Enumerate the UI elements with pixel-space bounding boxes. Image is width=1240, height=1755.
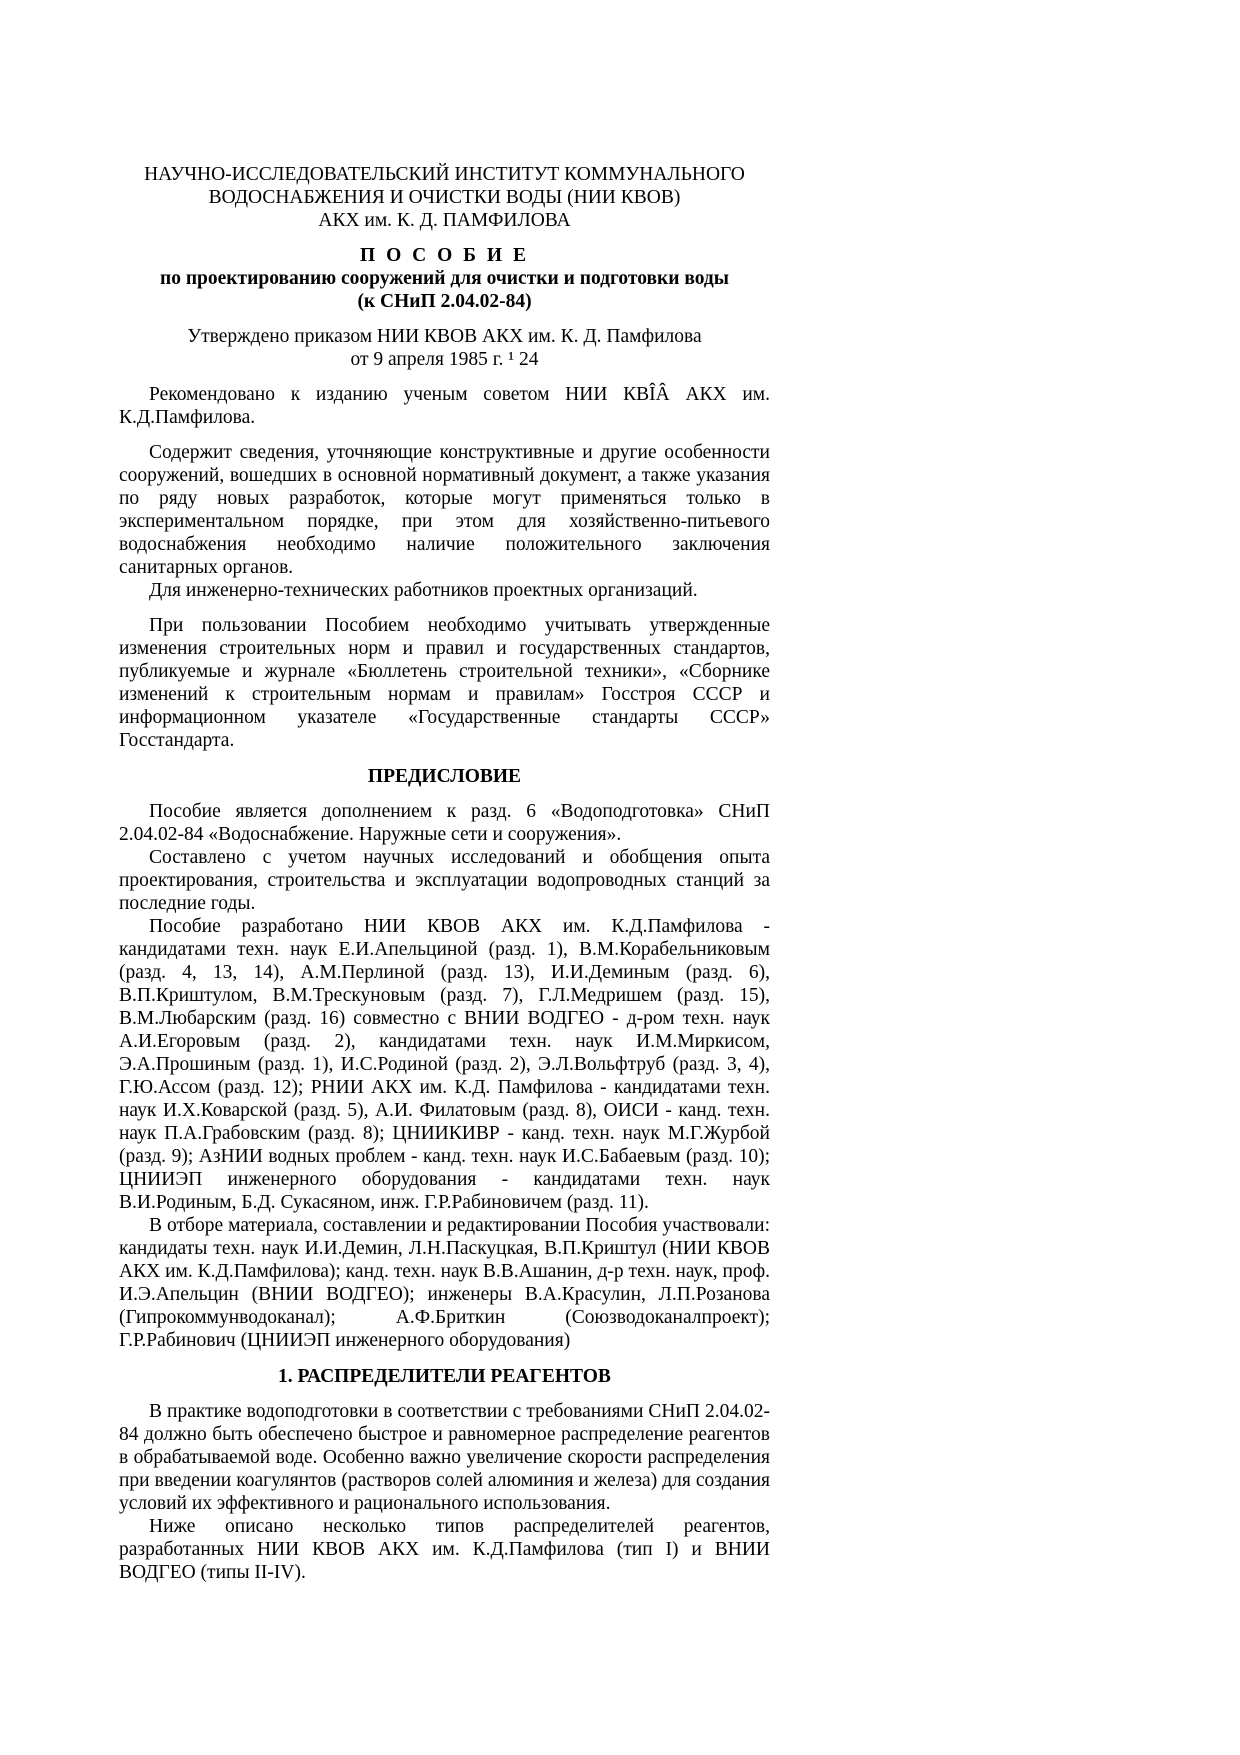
document-title-block (119, 244, 770, 313)
usage-note-paragraph: При пользовании Пособием необходимо учитывать утвержденные изменения строительных норм и правил и государственных стандартов, публикуемые и журнале «Бюллетень строительной техники», «Сборнике изменений к строительным нормам и правилам» Госстроя СССР и информационном указателе «Государственные стандарты СССР» Госстандарта. (119, 615, 770, 751)
document-content (119, 163, 770, 1584)
preface-paragraph-2: Составлено с учетом научных исследований и обобщения опыта проектирования, строительства и эксплуатации водопроводных станций за последние годы. (119, 847, 770, 914)
institute-line-2: ВОДОСНАБЖЕНИЯ И ОЧИСТКИ ВОДЫ (НИИ КВОВ) (208, 187, 681, 208)
preface-paragraph-4: В отборе материала, составлении и редактировании Пособия участвовали: кандидаты техн. наук И.И.Демин, Л.Н.Паскуцкая, В.П.Криштул (НИИ КВОВ АКХ им. К.Д.Памфилова); канд. техн. наук В.В.Ашанин, д-р техн. наук, проф. И.Э.Апельцин (ВНИИ ВОДГЕО); инженеры В.А.Красулин, Л.П.Розанова (Гипрокоммунводоканал); А.Ф.Бриткин (Союзводоканалпроект); Г.Р.Рабинович (ЦНИИЭП инженерного оборудования) (119, 1215, 770, 1351)
institute-line-1: НАУЧНО-ИССЛЕДОВАТЕЛЬСКИЙ ИНСТИТУТ КОММУНАЛЬНОГО (144, 164, 745, 185)
audience-paragraph: Для инженерно-технических работников проектных организаций. (149, 580, 698, 601)
document-subtitle-line-2: (к СНиП 2.04.02-84) (357, 291, 532, 312)
preface-paragraph-1: Пособие является дополнением к разд. 6 «Водоподготовка» СНиП 2.04.02-84 «Водоснабжение. Наружные сети и сооружения». (119, 801, 770, 845)
document-title: П О С О Б И Е (360, 245, 529, 266)
approval-line-2: от 9 апреля 1985 г. ¹ 24 (350, 349, 539, 370)
institute-line-3: АКХ им. К. Д. ПАМФИЛОВА (318, 210, 571, 231)
section-1-paragraph-1: В практике водоподготовки в соответствии с требованиями СНиП 2.04.02-84 должно быть обеспечено быстрое и равномерное распределение реагентов в обрабатываемой воде. Особенно важно увеличение скорости распределения при введении коагулянтов (растворов солей алюминия и железа) для создания условий их эффективного и рационального использования. (119, 1401, 770, 1514)
contents-paragraph: Содержит сведения, уточняющие конструктивные и другие особенности сооружений, вошедших в основной нормативный документ, а также указания по ряду новых разработок, которые могут применяться только в экспериментальном порядке, при этом для хозяйственно-питьевого водоснабжения необходимо наличие положительного заключения санитарных органов. (119, 442, 770, 578)
approval-block (119, 325, 770, 371)
recommended-paragraph: Рекомендовано к изданию ученым советом НИИ КВÎÂ АКХ им. К.Д.Памфилова. (119, 384, 770, 428)
preface-heading: ПРЕДИСЛОВИЕ (367, 766, 522, 787)
document-subtitle-line-1: по проектированию сооружений для очистки и подготовки воды (159, 268, 730, 289)
preface-paragraph-3: Пособие разработано НИИ КВОВ АКХ им. К.Д.Памфилова - кандидатами техн. наук Е.И.Апельциной (разд. 1), В.М.Корабельниковым (разд. 4, 13, 14), А.М.Перлиной (разд. 13), И.И.Деминым (разд. 6), В.П.Криштулом, В.М.Трескуновым (разд. 7), Г.Л.Медришем (разд. 15), В.М.Любарским (разд. 16) совместно с ВНИИ ВОДГЕО - д-ром техн. наук А.И.Егоровым (разд. 2), кандидатами техн. наук И.М.Миркисом, Э.А.Прошиным (разд. 1), И.С.Родиной (разд. 2), Э.Л.Вольфтруб (разд. 3, 4), Г.Ю.Ассом (разд. 12); РНИИ АКХ им. К.Д. Памфилова - кандидатами техн. наук И.Х.Коварской (разд. 5), А.И. Филатовым (разд. 8), ОИСИ - канд. техн. наук П.А.Грабовским (разд. 8); ЦНИИКИВР - канд. техн. наук М.Г.Журбой (разд. 9); АзНИИ водных проблем - канд. техн. наук И.С.Бабаевым (разд. 10); ЦНИИЭП инженерного оборудования - кандидатами техн. наук В.И.Родиным, Б.Д. Сукасяном, инж. Г.Р.Рабиновичем (разд. 11). (119, 916, 770, 1213)
approval-line-1: Утверждено приказом НИИ КВОВ АКХ им. К. Д. Памфилова (187, 326, 702, 347)
section-1-paragraph-2: Ниже описано несколько типов распределителей реагентов, разработанных НИИ КВОВ АКХ им. К.Д.Памфилова (тип I) и ВНИИ ВОДГЕО (типы II-IV). (119, 1516, 770, 1583)
institute-header (119, 163, 770, 232)
section-1-heading: 1. РАСПРЕДЕЛИТЕЛИ РЕАГЕНТОВ (278, 1366, 611, 1387)
